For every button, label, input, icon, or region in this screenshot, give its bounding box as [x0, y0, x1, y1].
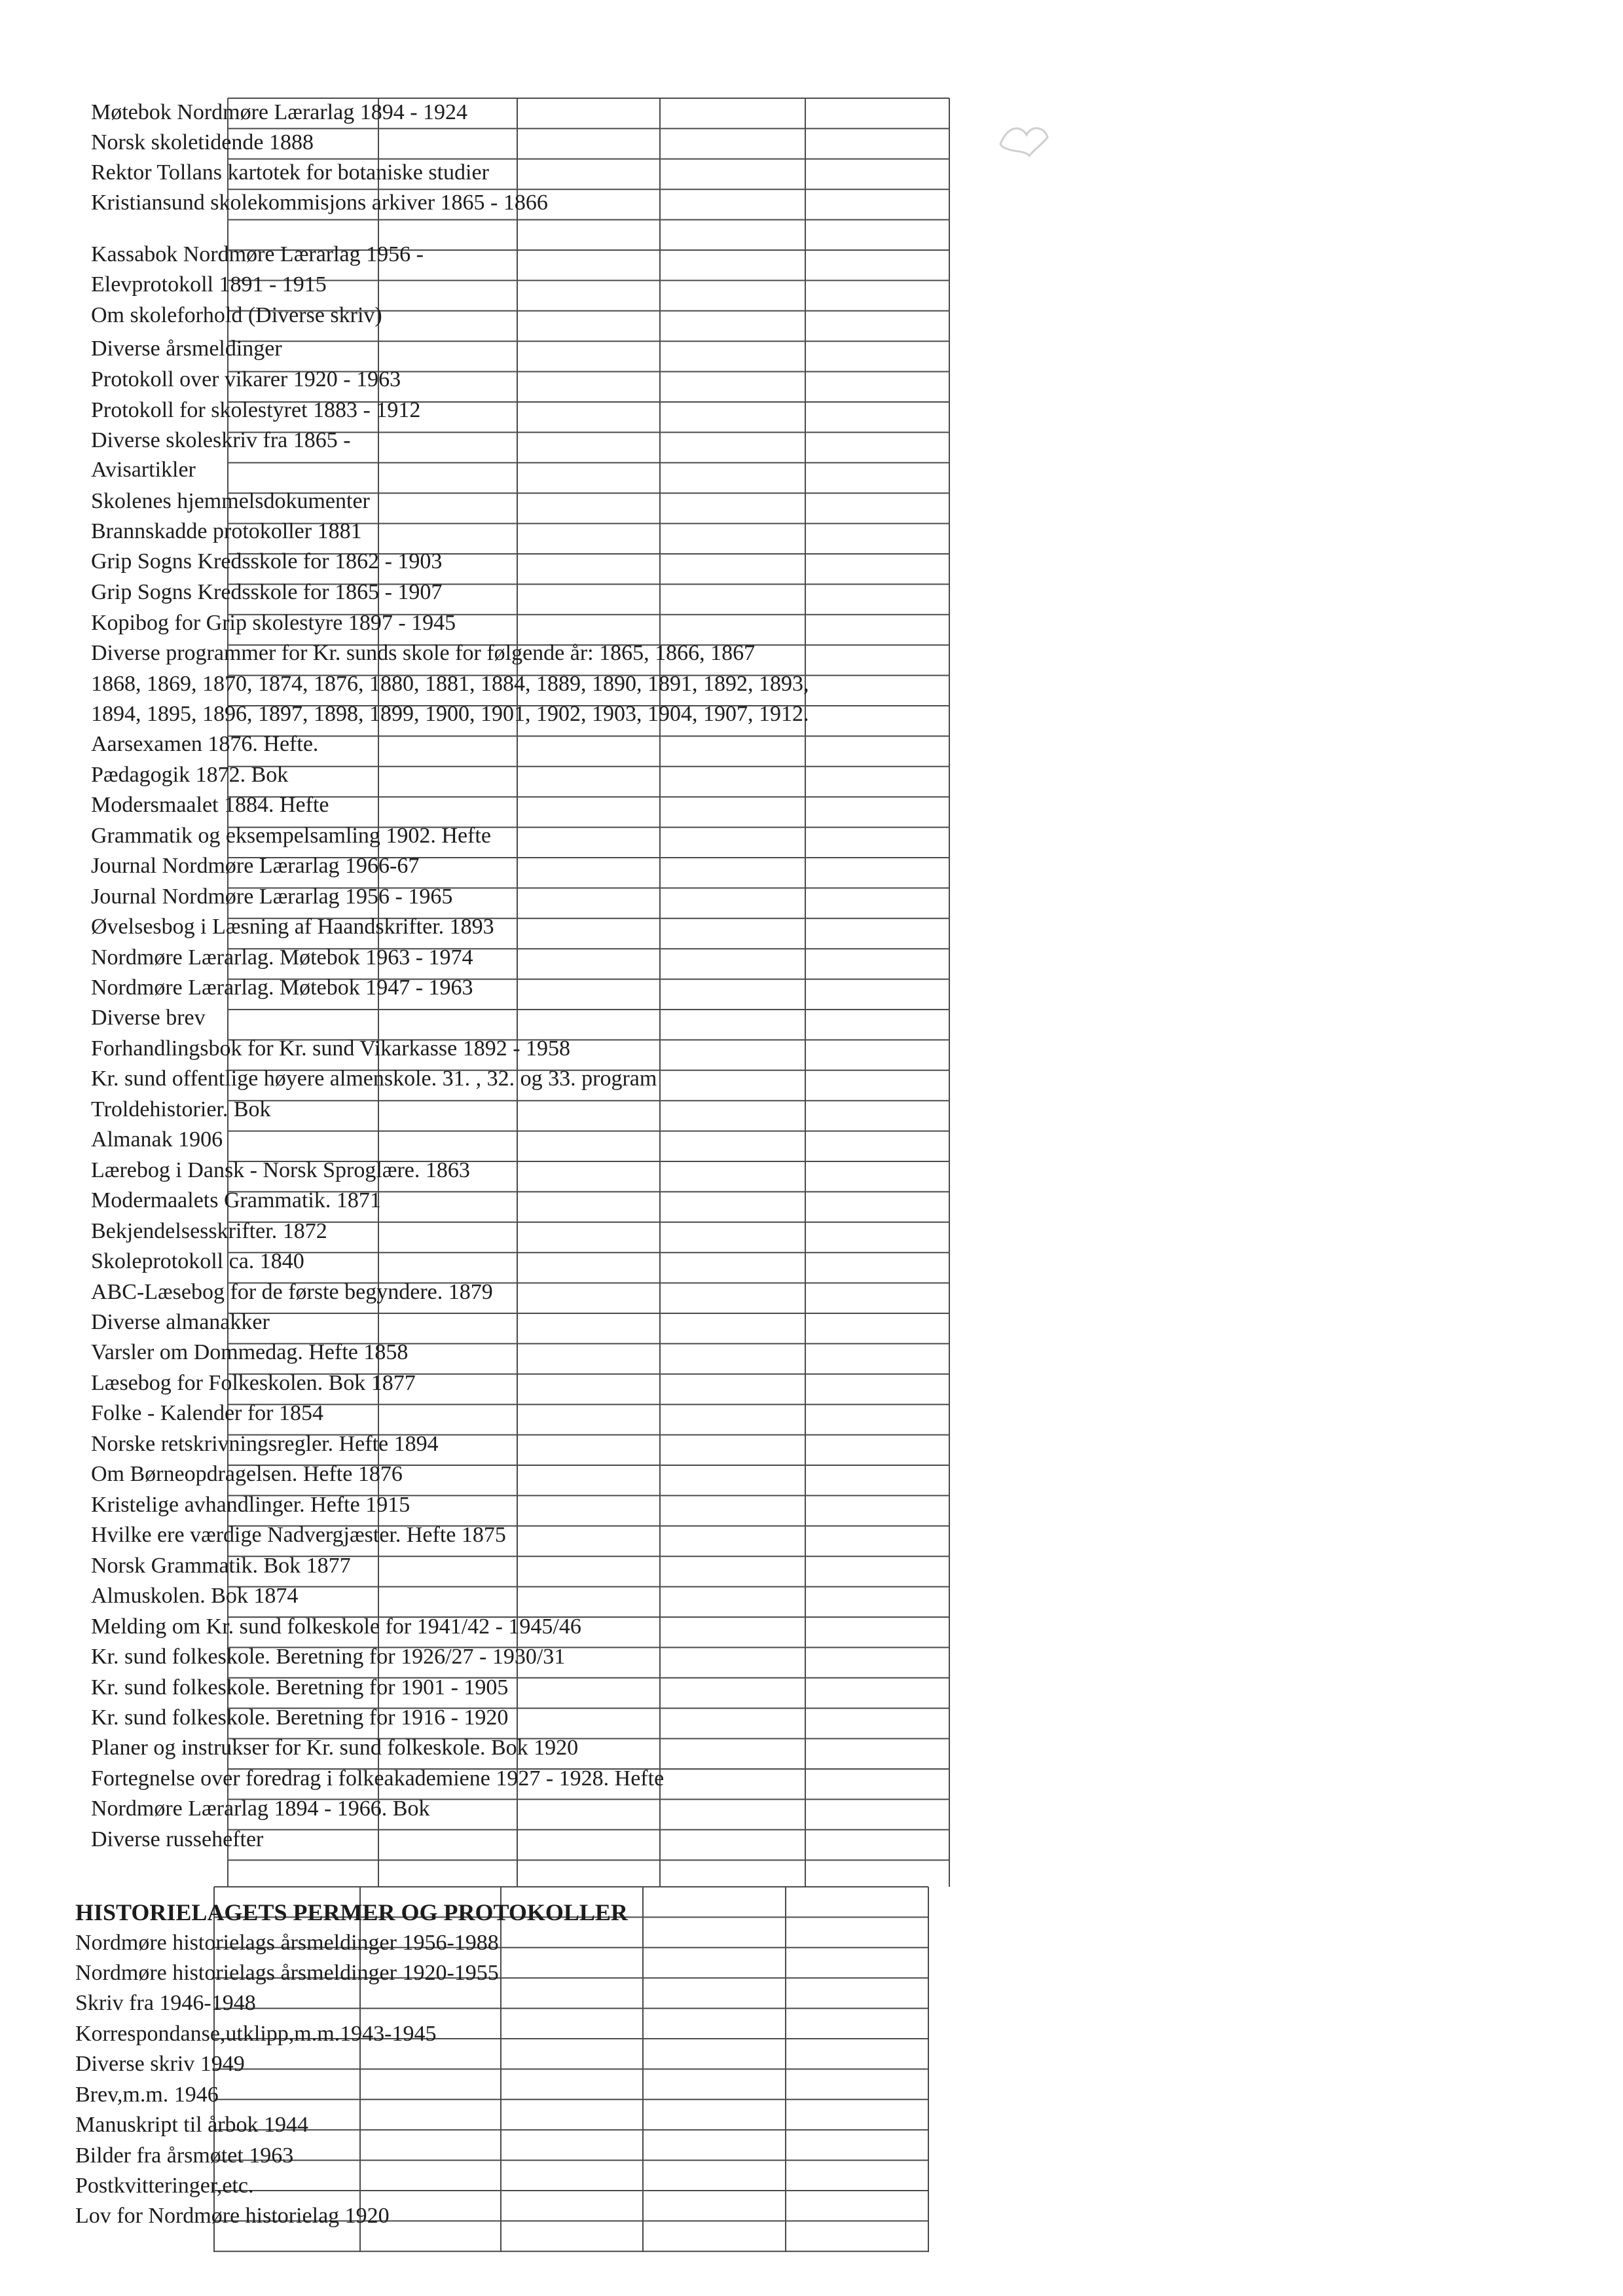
list-item: Fortegnelse over foredrag i folkeakademiene 1927 - 1928. Hefte	[91, 1766, 665, 1791]
pen-scribble-mark	[995, 118, 1054, 164]
list-item: Lærebog i Dansk - Norsk Sproglære. 1863	[91, 1158, 470, 1182]
list-item: Nordmøre Lærarlag 1894 - 1966. Bok	[91, 1796, 430, 1821]
list-item: Varsler om Dommedag. Hefte 1858	[91, 1340, 409, 1364]
list-item: Kopibog for Grip skolestyre 1897 - 1945	[91, 611, 456, 635]
list-item: Øvelsesbog i Læsning af Haandskrifter. 1893	[91, 915, 494, 939]
list-item: Norsk skoletidende 1888	[91, 130, 314, 155]
list-item: Kr. sund folkeskole. Beretning for 1916 - 1920	[91, 1705, 509, 1730]
list-item: Journal Nordmøre Lærarlag 1966-67	[91, 854, 420, 878]
list-item: Kassabok Nordmøre Lærarlag 1956 -	[91, 242, 424, 266]
list-item: Læsebog for Folkeskolen. Bok 1877	[91, 1371, 416, 1395]
list-item: Modermaalets Grammatik. 1871	[91, 1188, 381, 1212]
list-item: 1894, 1895, 1896, 1897, 1898, 1899, 1900, 1901, 1902, 1903, 1904, 1907, 1912.	[91, 702, 809, 726]
list-item: Grip Sogns Kredsskole for 1862 - 1903	[91, 549, 443, 574]
list-item: Norsk Grammatik. Bok 1877	[91, 1554, 351, 1578]
list-item: Nordmøre historielags årsmeldinger 1956-1988	[75, 1931, 499, 1955]
list-item: Aarsexamen 1876. Hefte.	[91, 732, 319, 756]
list-item: Journal Nordmøre Lærarlag 1956 - 1965	[91, 884, 453, 909]
list-item: Norske retskrivningsregler. Hefte 1894	[91, 1432, 439, 1456]
list-item: Nordmøre historielags årsmeldinger 1920-1955	[75, 1961, 499, 1985]
list-item: Om skoleforhold (Diverse skriv)	[91, 303, 382, 327]
list-item: Skoleprotokoll ca. 1840	[91, 1249, 304, 1273]
list-item: Diverse brev	[91, 1006, 206, 1030]
list-item: Grip Sogns Kredsskole for 1865 - 1907	[91, 580, 443, 604]
list-item: Om Børneopdragelsen. Hefte 1876	[91, 1462, 403, 1486]
list-item: Nordmøre Lærarlag. Møtebok 1963 - 1974	[91, 945, 473, 970]
list-item: Kristiansund skolekommisjons arkiver 1865 - 1866	[91, 191, 548, 215]
list-item: Pædagogik 1872. Bok	[91, 763, 289, 787]
list-item: Kr. sund offentlige høyere almenskole. 31. , 32. og 33. program	[91, 1066, 657, 1091]
list-item: Diverse årsmeldinger	[91, 337, 282, 361]
list-item: Brannskadde protokoller 1881	[91, 519, 362, 543]
list-item: Planer og instrukser for Kr. sund folkeskole. Bok 1920	[91, 1736, 579, 1760]
list-item: Kr. sund folkeskole. Beretning for 1901 - 1905	[91, 1675, 509, 1700]
list-item: Kristelige avhandlinger. Hefte 1915	[91, 1493, 410, 1517]
list-item: Hvilke ere værdige Nadvergjæster. Hefte 1875	[91, 1523, 506, 1547]
list-item: Skolenes hjemmelsdokumenter	[91, 489, 370, 513]
list-item: Bekjendelsesskrifter. 1872	[91, 1219, 327, 1243]
list-item: Almanak 1906	[91, 1127, 223, 1152]
list-item: Skriv fra 1946-1948	[75, 1991, 256, 2015]
list-item: Melding om Kr. sund folkeskole for 1941/42 - 1945/46	[91, 1614, 581, 1639]
list-item: Elevprotokoll 1891 - 1915	[91, 272, 327, 297]
list-item: Forhandlingsbok for Kr. sund Vikarkasse 1892 - 1958	[91, 1036, 571, 1061]
list-item: 1868, 1869, 1870, 1874, 1876, 1880, 1881, 1884, 1889, 1890, 1891, 1892, 1893,	[91, 672, 809, 696]
list-item: Protokoll over vikarer 1920 - 1963	[91, 367, 401, 392]
list-item: Folke - Kalender for 1854	[91, 1401, 324, 1425]
list-item: Diverse skriv 1949	[75, 2052, 245, 2076]
list-item: Protokoll for skolestyret 1883 - 1912	[91, 398, 421, 422]
list-item: Rektor Tollans kartotek for botaniske studier	[91, 160, 489, 185]
list-item: Kr. sund folkeskole. Beretning for 1926/27 - 1930/31	[91, 1645, 566, 1669]
list-item: Troldehistorier. Bok	[91, 1097, 271, 1121]
list-item: Diverse almanakker	[91, 1310, 270, 1334]
list-item: Diverse russehefter	[91, 1827, 264, 1851]
list-item: ABC-Læsebog for de første begyndere. 1879	[91, 1280, 493, 1304]
list-item: Møtebok Nordmøre Lærarlag 1894 - 1924	[91, 100, 468, 124]
list-item: Manuskript til årbok 1944	[75, 2113, 309, 2137]
list-item: Bilder fra årsmøtet 1963	[75, 2143, 294, 2168]
list-item: Diverse programmer for Kr. sunds skole for følgende år: 1865, 1866, 1867	[91, 641, 756, 665]
list-item: Almuskolen. Bok 1874	[91, 1584, 299, 1608]
list-item: Lov for Nordmøre historielag 1920	[75, 2204, 390, 2228]
list-item: Postkvitteringer,etc.	[75, 2174, 254, 2198]
section-heading: HISTORIELAGETS PERMER OG PROTOKOLLER	[75, 1899, 628, 1925]
list-item: Avisartikler	[91, 458, 196, 482]
list-item: Modersmaalet 1884. Hefte	[91, 793, 329, 817]
list-item: Brev,m.m. 1946	[75, 2083, 219, 2107]
list-item: Grammatik og eksempelsamling 1902. Hefte	[91, 824, 491, 848]
list-item: Diverse skoleskriv fra 1865 -	[91, 428, 351, 452]
list-item: Korrespondanse,utklipp,m.m.1943-1945	[75, 2022, 437, 2046]
list-item: Nordmøre Lærarlag. Møtebok 1947 - 1963	[91, 975, 473, 1000]
